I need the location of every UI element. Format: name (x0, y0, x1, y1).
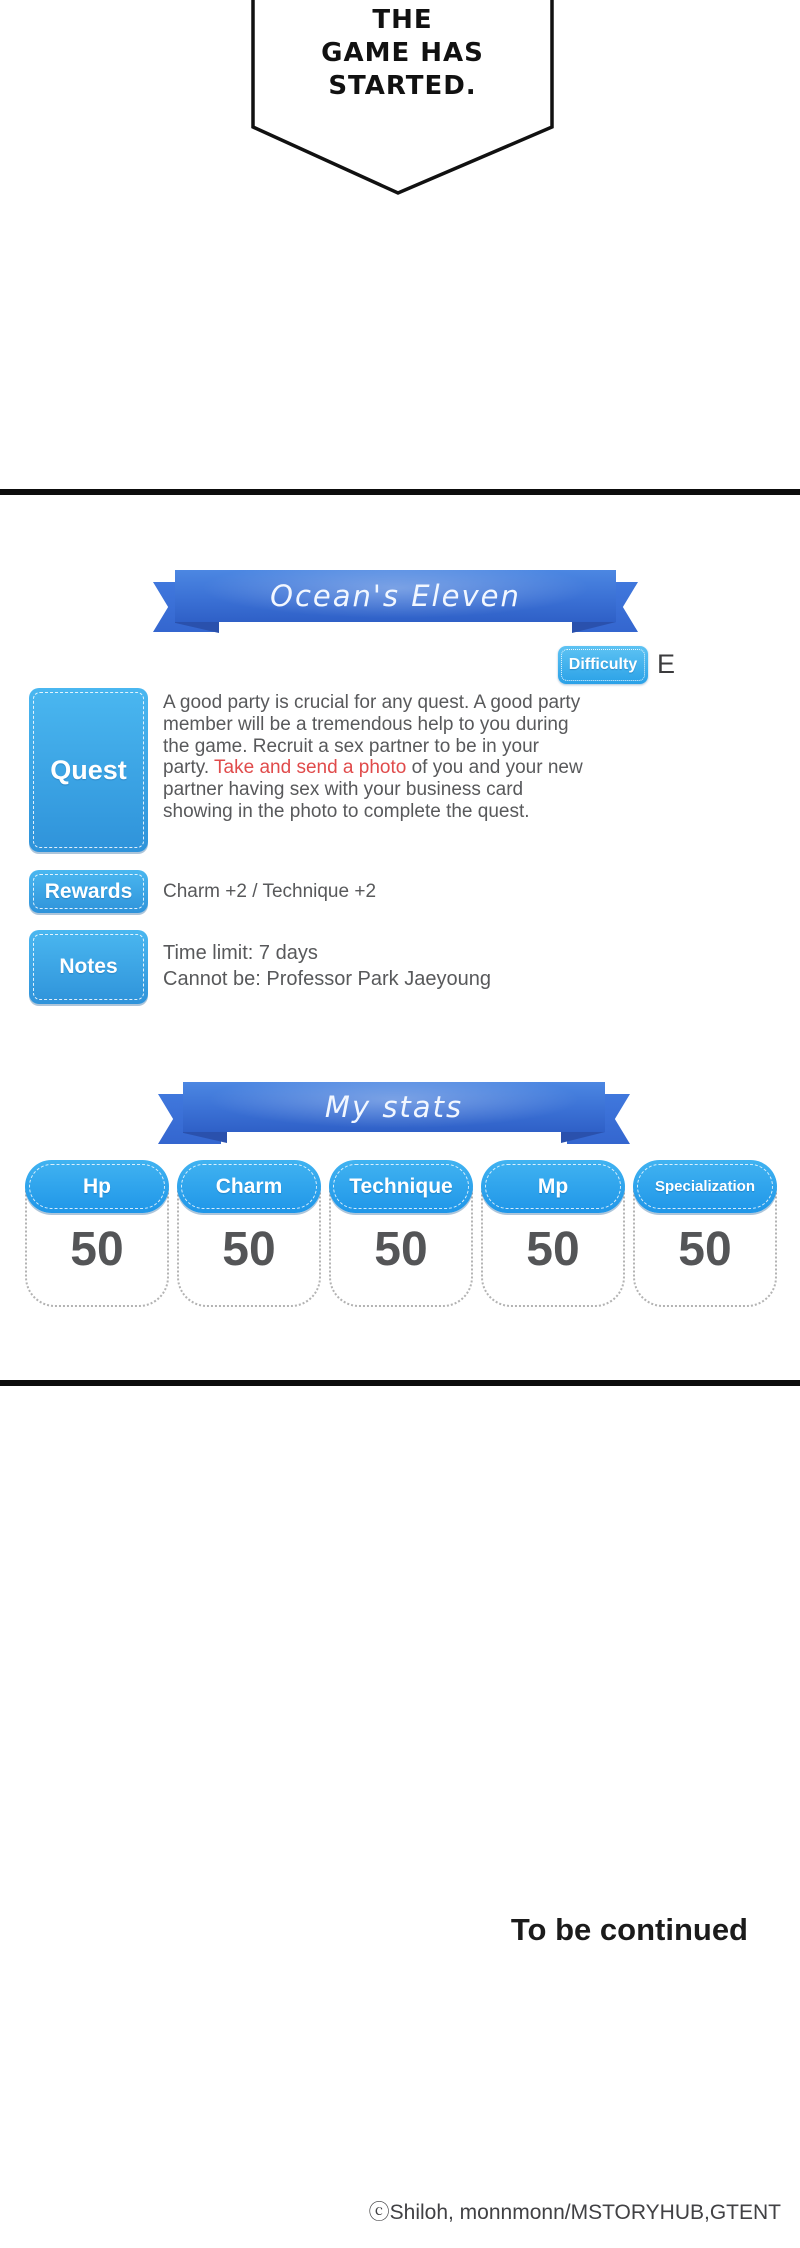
quest-button[interactable] (29, 688, 148, 852)
quest-description-highlight: Take and send a photo (214, 757, 407, 779)
quest-title: Ocean's Eleven (270, 579, 521, 613)
stat-label: Technique (349, 1174, 453, 1198)
difficulty-badge[interactable] (558, 646, 648, 684)
ribbon-band (183, 1082, 605, 1132)
stat-value: 50 (222, 1223, 276, 1276)
stat-card-charm (177, 1160, 321, 1307)
stats-row (25, 1160, 777, 1307)
quest-description (163, 692, 587, 823)
panel-divider-bottom (0, 1380, 800, 1386)
notes-button[interactable] (29, 930, 148, 1004)
panel-divider-top (0, 489, 800, 495)
quest-title-ribbon (153, 570, 638, 634)
stat-label: Specialization (654, 1178, 756, 1195)
to-be-continued-text: To be continued (510, 1912, 748, 1947)
notes-button-label: Notes (59, 955, 118, 978)
quest-button-label: Quest (50, 754, 127, 785)
speech-line: STARTED. (328, 71, 477, 101)
stat-label: Charm (215, 1174, 283, 1198)
stat-card-specialization (633, 1160, 777, 1307)
stat-value: 50 (70, 1223, 124, 1276)
stat-value: 50 (678, 1223, 732, 1276)
stat-card-mp (481, 1160, 625, 1307)
difficulty-label: Difficulty (568, 656, 638, 673)
rewards-button[interactable] (29, 870, 148, 913)
speech-bubble (253, 4, 552, 103)
ribbon-band (175, 570, 616, 622)
speech-line: THE (372, 5, 433, 35)
notes-line-cannot-be: Cannot be: Professor Park Jaeyoung (163, 968, 491, 990)
notes-line-time-limit: Time limit: 7 days (163, 942, 318, 964)
stat-pill-technique[interactable] (329, 1160, 473, 1213)
quest-description-post: of you and your new partner having sex with your business card showing in the photo to complete the quest. (163, 757, 583, 822)
stat-label: Mp (537, 1174, 569, 1198)
stat-pill-hp[interactable] (25, 1160, 169, 1213)
quest-description-pre: A good party is crucial for any quest. A good party member will be a tremendous help to you during the game. Recruit a sex partner to be in your party. (163, 692, 581, 779)
stat-value: 50 (374, 1223, 428, 1276)
copyright-text: ⓒShiloh, monnmonn/MSTORYHUB,GTENT (368, 2201, 781, 2224)
rewards-value: Charm +2 / Technique +2 (163, 881, 377, 902)
stat-pill-specialization[interactable] (633, 1160, 777, 1213)
speech-line: GAME HAS (321, 38, 484, 68)
stat-label: Hp (83, 1174, 111, 1198)
stat-pill-mp[interactable] (481, 1160, 625, 1213)
difficulty-value: E (657, 649, 676, 679)
rewards-button-label: Rewards (44, 879, 133, 903)
notes-value (163, 940, 491, 992)
stat-card-technique (329, 1160, 473, 1307)
stat-value: 50 (526, 1223, 580, 1276)
stat-card-hp (25, 1160, 169, 1307)
stat-pill-charm[interactable] (177, 1160, 321, 1213)
stats-title-ribbon (158, 1082, 630, 1144)
stats-title: My stats (324, 1090, 464, 1124)
